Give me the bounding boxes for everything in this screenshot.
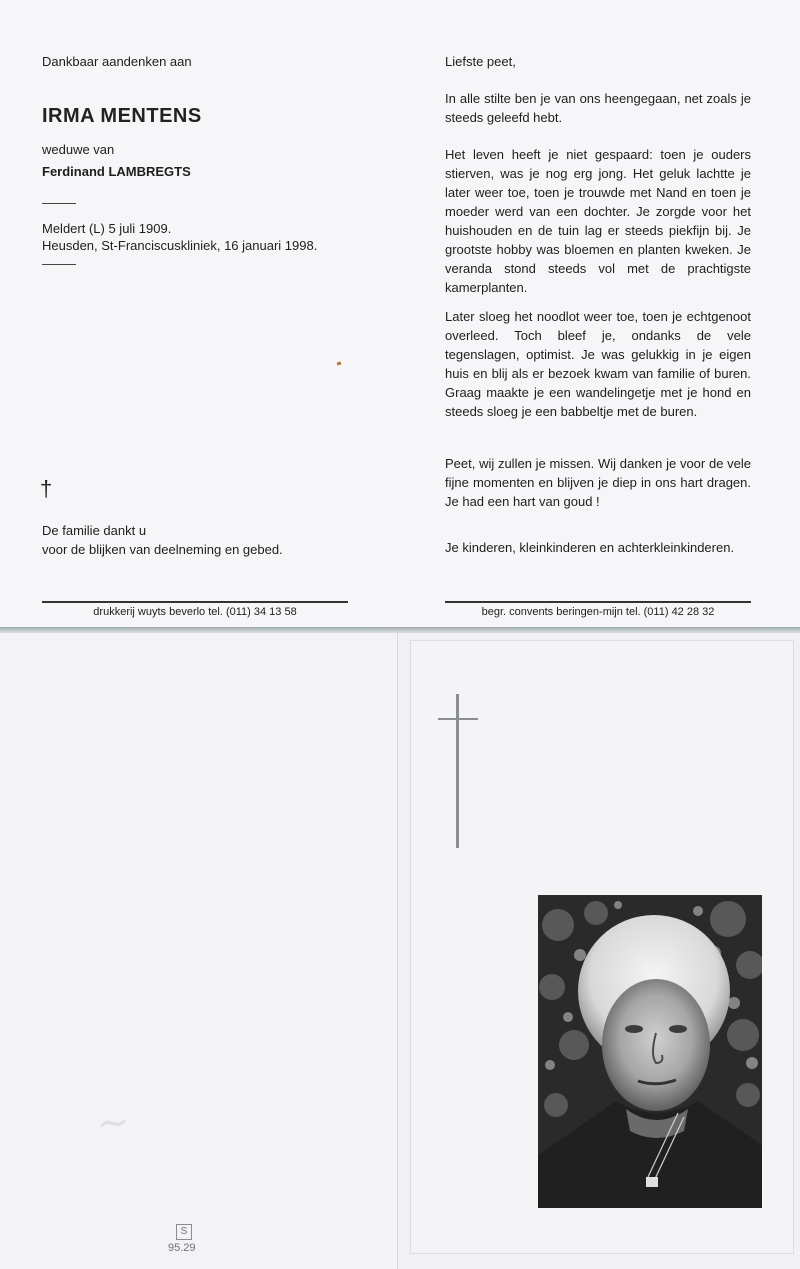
paragraph: Later sloeg het noodlot weer toe, toen je echtgenoot overleed. Toch bleef je, ondanks de vele tegenslagen, optimist. Je was gelukkig in je eigen huis en blij als er bezoek kwam van familie of buren. Graag maakte je een wandelingetje met je hond en steeds sloeg je een babbeltje met de buren. bbox=[445, 309, 751, 419]
thanks-line-1: De familie dankt u bbox=[42, 523, 147, 538]
pencil-marking: ~ bbox=[93, 1098, 132, 1148]
portrait-photo bbox=[538, 895, 762, 1208]
printer-rule bbox=[42, 601, 348, 603]
cross-icon-bar bbox=[438, 718, 478, 720]
undertaker-rule bbox=[445, 601, 751, 603]
divider bbox=[42, 264, 76, 265]
printer-credit: drukkerij wuyts beverlo tel. (011) 34 13 58 bbox=[93, 606, 297, 618]
print-code: 95.29 bbox=[168, 1242, 196, 1254]
salutation: Liefste peet, bbox=[445, 54, 516, 69]
undertaker-credit: begr. convents beringen-mijn tel. (011) 42 28 32 bbox=[481, 606, 715, 618]
portrait-photo-drawing bbox=[538, 895, 762, 1208]
deceased-name: IRMA MENTENS bbox=[42, 105, 202, 127]
thanks-line-2: voor de blijken van deelneming en gebed. bbox=[42, 542, 283, 557]
divider bbox=[42, 203, 76, 204]
printer-logo-icon: S bbox=[176, 1224, 192, 1240]
paragraph: Het leven heeft je niet gespaard: toen je ouders stierven, was je nog erg jong. Het geluk lachtte je later weer toe, toen je trouwde met Nand en toen je moeder werd van een dochter. Je zorgde voor het huishouden en de tuin lag er steeds piekfijn bij. Je grootste hobby was bloemen en planten kweken. Je veranda stond steeds vol met de prachtigste kamerplanten. bbox=[445, 147, 751, 295]
cross-icon: † bbox=[40, 476, 53, 501]
signature: Je kinderen, kleinkinderen en achterkleinkinderen. bbox=[445, 540, 735, 555]
widow-label: weduwe van bbox=[42, 142, 115, 157]
birth-line: Meldert (L) 5 juli 1909. bbox=[42, 221, 172, 236]
intro-text: Dankbaar aandenken aan bbox=[42, 54, 192, 69]
paragraph: Peet, wij zullen je missen. Wij danken je voor de vele fijne momenten en blijven je diep in ons hart dragen. Je had een hart van goud ! bbox=[445, 456, 751, 509]
death-line: Heusden, St-Franciscuskliniek, 16 januari 1998. bbox=[42, 238, 318, 253]
card-back bbox=[0, 633, 396, 1269]
spouse-name: Ferdinand LAMBREGTS bbox=[42, 164, 191, 179]
paragraph: In alle stilte ben je van ons heengegaan, net zoals je steeds geleefd hebt. bbox=[445, 91, 751, 125]
